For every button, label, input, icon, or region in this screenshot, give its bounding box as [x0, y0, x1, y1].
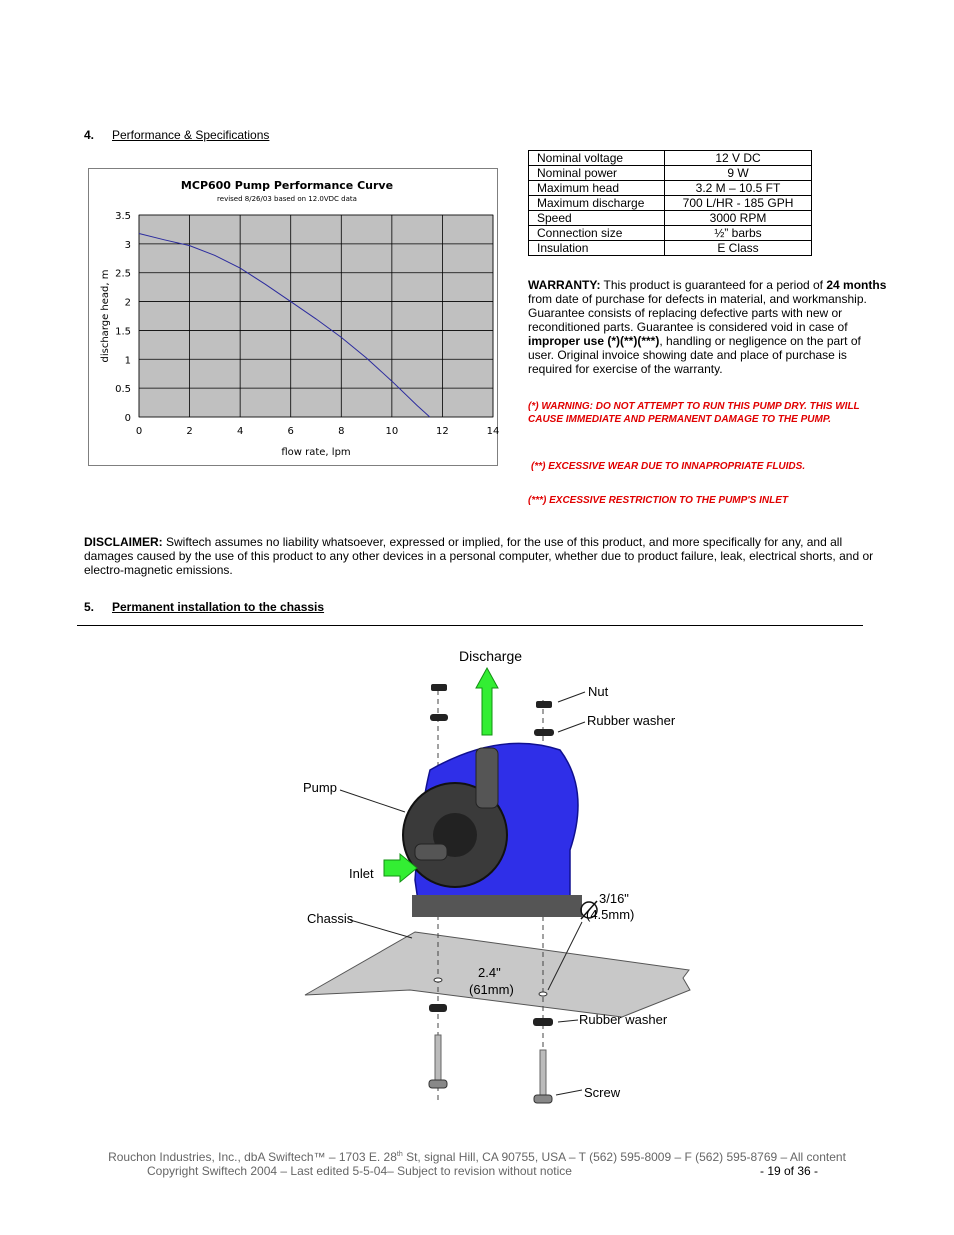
- leader-rubber-washer-bottom: [558, 1020, 578, 1022]
- label-hole-size: 3/16": [599, 891, 629, 906]
- screw-right-shaft: [540, 1050, 546, 1095]
- chart-x-tick-label: 14: [486, 426, 499, 437]
- leader-rubber-washer-top: [558, 722, 585, 732]
- footer-copyright: Copyright Swiftech 2004 – Last edited 5-5-04– Subject to revision without notice: [147, 1164, 572, 1178]
- warning-dry-run: (*) WARNING: DO NOT ATTEMPT TO RUN THIS PUMP DRY. THIS WILL CAUSE IMMEDIATE AND PERMANENT DAMAGE TO THE PUMP.: [528, 401, 860, 425]
- discharge-port: [476, 748, 498, 808]
- spec-value: 3000 RPM: [665, 211, 812, 226]
- horizontal-rule: [77, 625, 863, 626]
- spec-label: Maximum head: [529, 181, 665, 196]
- spec-value: 3.2 M – 10.5 FT: [665, 181, 812, 196]
- washer-left-bottom-icon: [429, 1004, 447, 1012]
- nut-left-icon: [431, 684, 447, 691]
- screw-left-shaft: [435, 1035, 441, 1080]
- chart-y-tick-label: 0: [124, 413, 131, 424]
- spec-label: Maximum discharge: [529, 196, 665, 211]
- washer-right-top-icon: [534, 729, 554, 736]
- washer-right-bottom-icon: [533, 1018, 553, 1026]
- chart-x-tick-label: 8: [338, 426, 345, 437]
- section-5-title: Permanent installation to the chassis: [112, 600, 325, 614]
- spec-value: 700 L/HR - 185 GPH: [665, 196, 812, 211]
- label-inlet: Inlet: [349, 866, 374, 881]
- warranty-label: WARRANTY:: [528, 278, 601, 292]
- washer-left-top-icon: [430, 714, 448, 721]
- spec-row: [529, 196, 812, 211]
- section-4-title: Performance & Specifications: [112, 128, 270, 142]
- footer-address-sup: th: [396, 1151, 403, 1158]
- warning-fluids: (**) EXCESSIVE WEAR DUE TO INNAPROPRIATE FLUIDS.: [531, 461, 806, 472]
- chart-y-tick-label: 3.5: [115, 211, 131, 222]
- hole-right-icon: [539, 992, 547, 996]
- disclaimer-text: [84, 535, 884, 577]
- warranty-part-3: , handling or negligence on the part of user. Original invoice showing date and place of purchase is required for exercise of the warranty.: [528, 334, 861, 376]
- label-discharge: Discharge: [459, 648, 523, 664]
- page-number: - 19 of 36 -: [760, 1164, 819, 1178]
- leader-pump: [340, 790, 405, 812]
- label-rubber-washer-top: Rubber washer: [587, 713, 676, 728]
- warranty-period: 24 months: [826, 278, 887, 292]
- section-4-heading: [84, 128, 269, 142]
- warning-inlet-restriction: (***) EXCESSIVE RESTRICTION TO THE PUMP'S INLET: [528, 495, 789, 506]
- leader-nut: [558, 692, 585, 702]
- spec-label: Insulation: [529, 241, 665, 256]
- spec-table: [528, 150, 812, 256]
- footer-address: [0, 1150, 954, 1164]
- spec-row: [529, 166, 812, 181]
- section-4-number: 4.: [84, 128, 95, 142]
- spec-row: [529, 151, 812, 166]
- spec-label: Speed: [529, 211, 665, 226]
- spec-label: Nominal voltage: [529, 151, 665, 166]
- spec-row: [529, 211, 812, 226]
- chart-y-tick-label: 1: [124, 355, 131, 367]
- spec-value: ½” barbs: [665, 226, 812, 241]
- chart-svg: [89, 169, 499, 467]
- spec-row: [529, 181, 812, 196]
- chart-y-tick-label: 2.5: [115, 268, 131, 280]
- label-nut: Nut: [588, 684, 609, 699]
- spec-row: [529, 226, 812, 241]
- chart-y-tick-label: 1.5: [115, 326, 131, 338]
- chart-y-tick-label: 3: [124, 239, 131, 251]
- chart-subtitle: revised 8/26/03 based on 12.0VDC data: [217, 195, 357, 203]
- section-5-number: 5.: [84, 600, 95, 614]
- chart-x-tick-label: 2: [186, 426, 193, 437]
- disclaimer-body: Swiftech assumes no liability whatsoever, expressed or implied, for the use of this product, and more specifically for any, and all damages caused by the use of this product to any other devices in a personal computer, whether due to product failure, leak, electrical shorts, and or electro-magnetic emissions.: [84, 535, 874, 577]
- warranty-part-1: This product is guaranteed for a period of: [600, 278, 827, 292]
- chart-x-tick-label: 6: [287, 426, 294, 437]
- inlet-port: [415, 844, 447, 860]
- spec-value: E Class: [665, 241, 812, 256]
- footer-address-part-1: Rouchon Industries, Inc., dbA Swiftech™ – 1703 E. 28: [108, 1150, 397, 1164]
- spec-value: 9 W: [665, 166, 812, 181]
- leader-screw: [556, 1090, 582, 1095]
- leader-chassis: [350, 920, 412, 938]
- label-hole-size-mm: (4.5mm): [586, 907, 635, 922]
- label-rubber-washer-bottom: Rubber washer: [579, 1012, 668, 1027]
- spec-label: Nominal power: [529, 166, 665, 181]
- chart-x-axis-label: flow rate, lpm: [281, 447, 351, 458]
- spec-value: 12 V DC: [665, 151, 812, 166]
- label-chassis: Chassis: [307, 911, 354, 926]
- label-spacing-mm: (61mm): [469, 982, 514, 997]
- screw-right-head-icon: [534, 1095, 552, 1103]
- chart-y-axis-label: discharge head, m: [100, 269, 111, 363]
- pump-performance-chart: [88, 168, 498, 466]
- footer-address-part-2: St, signal Hill, CA 90755, USA – T (562) 595-8009 – F (562) 595-8769 – All content: [402, 1150, 846, 1164]
- chart-x-tick-label: 0: [135, 426, 143, 437]
- warranty-part-2: from date of purchase for defects in material, and workmanship. Guarantee consists of replacing defective parts with new or reconditioned parts. Guarantee is considered void in case of: [528, 292, 867, 334]
- chart-x-tick-label: 12: [436, 426, 449, 437]
- chart-x-tick-label: 4: [236, 426, 244, 437]
- discharge-arrow-icon: [476, 668, 498, 735]
- section-5-heading: [84, 600, 324, 614]
- chart-plot-area: [139, 215, 493, 417]
- chart-y-tick-label: 2: [124, 297, 131, 309]
- installation-diagram: [300, 640, 700, 1110]
- hole-left-icon: [434, 978, 442, 982]
- chart-title: MCP600 Pump Performance Curve: [180, 179, 394, 192]
- label-spacing: 2.4": [478, 965, 501, 980]
- label-screw: Screw: [584, 1085, 621, 1100]
- disclaimer-label: DISCLAIMER:: [84, 535, 163, 549]
- screw-left-head-icon: [429, 1080, 447, 1088]
- pump-base: [412, 895, 582, 917]
- spec-row: [529, 241, 812, 256]
- label-pump: Pump: [303, 780, 337, 795]
- nut-right-icon: [536, 701, 552, 708]
- spec-label: Connection size: [529, 226, 665, 241]
- chart-x-tick-label: 10: [385, 426, 399, 437]
- chart-y-tick-label: 0.5: [115, 384, 131, 396]
- warranty-improper-use: improper use (*)(**)(***): [528, 334, 660, 348]
- warranty-text: [528, 278, 888, 376]
